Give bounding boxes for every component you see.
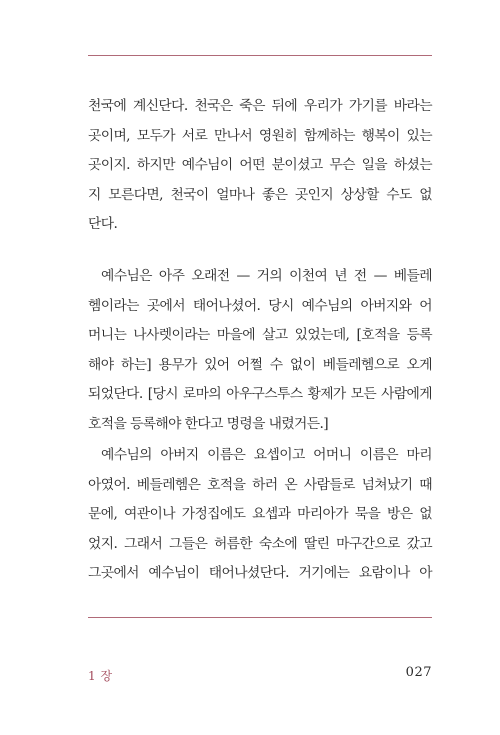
text-line: 헴이라는 곳에서 태어나셨어. 당시 예수님의 아버지와 어 [88, 297, 432, 314]
text-line: 곳이며, 모두가 서로 만나서 영원히 함께하는 행복이 있는 [88, 127, 432, 144]
text-line: 천국에 계신단다. 천국은 죽은 뒤에 우리가 가기를 바라는 [88, 98, 432, 114]
text-line: 그곳에서 예수님이 태어나셨단다. 거기에는 요람이나 아 [88, 565, 432, 581]
top-rule [88, 55, 432, 56]
text-line: 되었단다. [당시 로마의 아우구스투스 황제가 모든 사람에게 [88, 386, 432, 402]
text-line: 지 모른다면, 천국이 얼마나 좋은 곳인지 상상할 수도 없 [88, 186, 432, 203]
text-line: 아였어. 베들레헴은 호적을 하러 온 사람들로 넘쳐났기 때 [88, 476, 432, 493]
text-line: 었지. 그래서 그들은 허름한 숙소에 딸린 마구간으로 갔고 [88, 535, 432, 552]
page-number: 027 [405, 665, 432, 680]
paragraph-2 [88, 262, 432, 439]
text-line: 해야 하는] 용무가 있어 어쩔 수 없이 베들레헴으로 오게 [88, 356, 432, 373]
paragraph-1 [88, 92, 432, 240]
text-line: 예수님은 아주 오래전 — 거의 이천여 년 전 — 베들레 [101, 268, 432, 284]
text-line: 호적을 등록해야 한다고 명령을 내렸거든.] [88, 415, 329, 432]
bottom-rule [88, 617, 432, 618]
text-line: 곳이지. 하지만 예수님이 어떤 분이셨고 무슨 일을 하셨는 [88, 157, 432, 173]
text-line: 문에, 여관이나 가정집에도 요셉과 마리아가 묵을 방은 없 [88, 506, 432, 522]
text-line: 단다. [88, 216, 118, 232]
paragraph-3 [88, 441, 432, 589]
chapter-label: 1 장 [88, 669, 113, 683]
text-line: 머니는 나사렛이라는 마을에 살고 있었는데, [호적을 등록 [88, 327, 432, 343]
text-line: 예수님의 아버지 이름은 요셉이고 어머니 이름은 마리 [101, 447, 432, 463]
